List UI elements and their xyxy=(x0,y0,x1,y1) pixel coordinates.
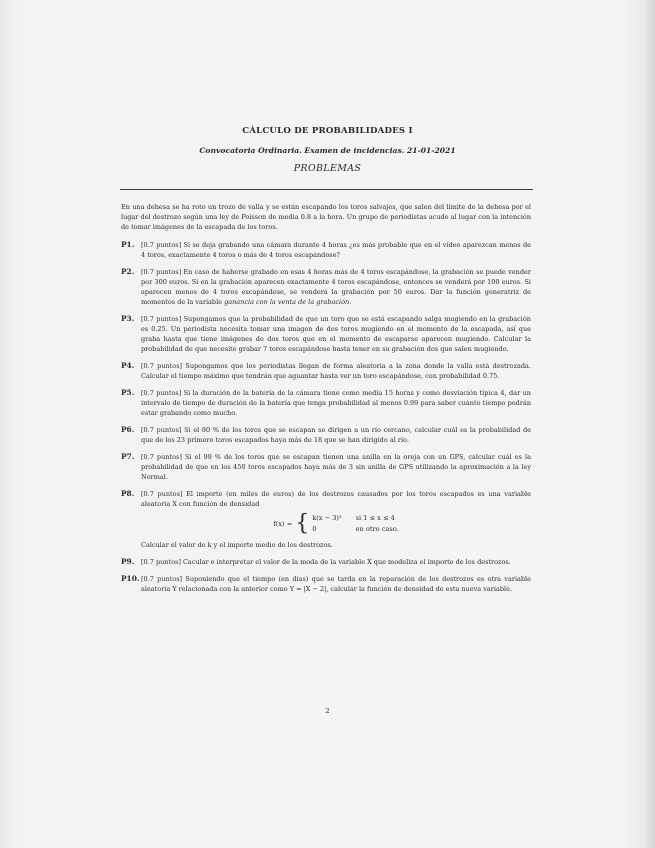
section-heading: PROBLEMAS xyxy=(293,163,362,174)
formula-case1-cond: si 1 ≤ x ≤ 4 xyxy=(355,514,395,522)
problem-points: [0.7 puntos] xyxy=(141,315,182,323)
problem-points: [0.7 puntos] xyxy=(141,453,182,461)
problem-text: Suponiendo que el tiempo (en días) que se tarda en la reparación de los destrozos es otra variable aleatoria Y relacionada con la anterior como Y = |X − 2|, calcular la función de densidad de esta nueva variable. xyxy=(141,575,531,593)
exam-title: CÁLCULO DE PROBABILIDADES I xyxy=(242,126,413,136)
problem-p4 xyxy=(121,361,531,381)
problem-points: [0.7 puntos] xyxy=(141,426,182,434)
intro-paragraph: En una dehesa se ha roto un trozo de valla y se están escapando los toros salvajes, que salen del límite de la dehesa por el lugar del destrozo según una ley de Poisson de media 0.8 a la hora. Un grupo de periodistas acude al lugar con la intención de tomar imágenes de la escapada de los toros. xyxy=(121,203,531,231)
problem-number: P10. xyxy=(121,574,140,583)
problem-text: Si la duración de la batería de la cámara tiene como media 15 horas y como desviación típica 4, dar un intervalo de tiempo de duración de la batería que tenga probabilidad al menos 0.99 para saber cuánto tiempo podrán estar grabando como mucho. xyxy=(141,389,531,417)
problem-number: P6. xyxy=(121,425,135,434)
formula-lhs: f(x) = xyxy=(273,519,293,528)
problem-points: [0.7 puntos] xyxy=(141,362,183,370)
problem-points: [0.7 puntos] xyxy=(141,241,182,249)
problem-points: [0.7 puntos] xyxy=(141,575,183,583)
problem-number: P2. xyxy=(121,267,135,276)
formula-case2-cond: en otro caso. xyxy=(355,525,399,533)
header-rule xyxy=(120,189,533,190)
problem-text: El importe (en miles de euros) de los destrozos causados por los toros escapados es una variable aleatoria X con función de densidad xyxy=(141,490,531,508)
problem-p5 xyxy=(121,388,531,418)
problem-p6 xyxy=(121,425,531,445)
problem-p2 xyxy=(121,267,531,307)
problem-number: P4. xyxy=(121,361,135,370)
problem-text: Si el 99 % de los toros que se escapan tienen una anilla en la oreja con un GPS, calcular cuál es la probabilidad de que en los 450 toros escapados haya más de 3 sin anilla de GPS utilizando la aproximación a la ley Normal. xyxy=(141,453,531,481)
problem-p3 xyxy=(121,314,531,354)
problem-points: [0.7 puntos] xyxy=(141,268,182,276)
exam-subtitle: Convocatoria Ordinaria. Examen de incidencias. 21-01-2021 xyxy=(199,146,456,155)
problem-p9 xyxy=(121,557,531,567)
problem-tail: . xyxy=(349,298,352,306)
problem-number: P7. xyxy=(121,452,135,461)
problem-number: P1. xyxy=(121,240,135,249)
problem-p10 xyxy=(121,574,531,594)
problem-p7 xyxy=(121,452,531,482)
scan-edge-shadow xyxy=(645,0,655,848)
problem-number: P5. xyxy=(121,388,135,397)
problem-text: Si el 80 % de los toros que se escapan se dirigen a un río cercano, calcular cuál es la probabilidad de que de los 23 primero toros escapados haya más de 18 que se han dirigido al río. xyxy=(141,426,532,444)
problem-text: Supongamos que la probabilidad de que un toro que se está escapando salga mugiendo en la grabación es 0.25. Un periodista necesita tomar una imagen de dos toros mugiendo en el momento de la escapada, así que graba hasta que tiene imágenes de dos toros que en el momento de escaparse aparecen mugiendo. Calcular la probabilidad de que necesite grabar 7 toros escapándose hasta tener en su grabación dos que salen mugiendo. xyxy=(141,315,531,353)
page-number: 2 xyxy=(325,707,330,715)
problem-after-text: Calcular el valor de k y el importe medio de los destrozos. xyxy=(141,541,333,549)
exam-content xyxy=(121,202,531,601)
problem-text: En caso de haberse grabado en esas 4 horas más de 4 toros escapándose, la grabación se puede vender por 300 euros. Si en la grabación aparecen exactamente 4 toros escapándose, entonces se venderá por 100 euros. Si aparecen menos de 4 toros escapándose, se venderá la grabación por 50 euros. Dar la función generatriz de momentos de la variable xyxy=(141,268,531,306)
density-formula xyxy=(141,510,531,536)
problem-points: [0.7 puntos] xyxy=(141,558,181,566)
problem-text: Si se deja grabando una cámara durante 4 horas ¿es más probable que en el vídeo aparezcan menos de 4 toros, exactamente 4 toros o más de 4 toros escapándose? xyxy=(141,241,532,259)
problem-emphasis: ganancia con la venta de la grabación xyxy=(224,298,350,306)
problem-p1 xyxy=(121,240,531,260)
problem-number: P9. xyxy=(121,557,135,566)
problem-p8 xyxy=(121,489,531,550)
formula-case1-expr: k(x − 3)² xyxy=(312,514,342,522)
problem-number: P3. xyxy=(121,314,135,323)
formula-case2-expr: 0 xyxy=(312,525,317,533)
problem-points: [0.7 puntos] xyxy=(141,490,183,498)
problem-number: P8. xyxy=(121,489,135,498)
problem-points: [0.7 puntos] xyxy=(141,389,182,397)
formula-brace: { xyxy=(295,510,310,536)
problem-text: Cacular e interpretar el valor de la moda de la variable X que modeliza el importe de los destrozos. xyxy=(182,558,511,566)
formula-cases xyxy=(312,513,398,534)
problem-text: Supongamos que los periodistas llegan de forma aleatoria a la zona donde la valla está destrozada. Calcular el tiempo máximo que tendrán que aguantar hasta ver un toro escapándose, con probabilidad 0.75. xyxy=(141,362,531,380)
